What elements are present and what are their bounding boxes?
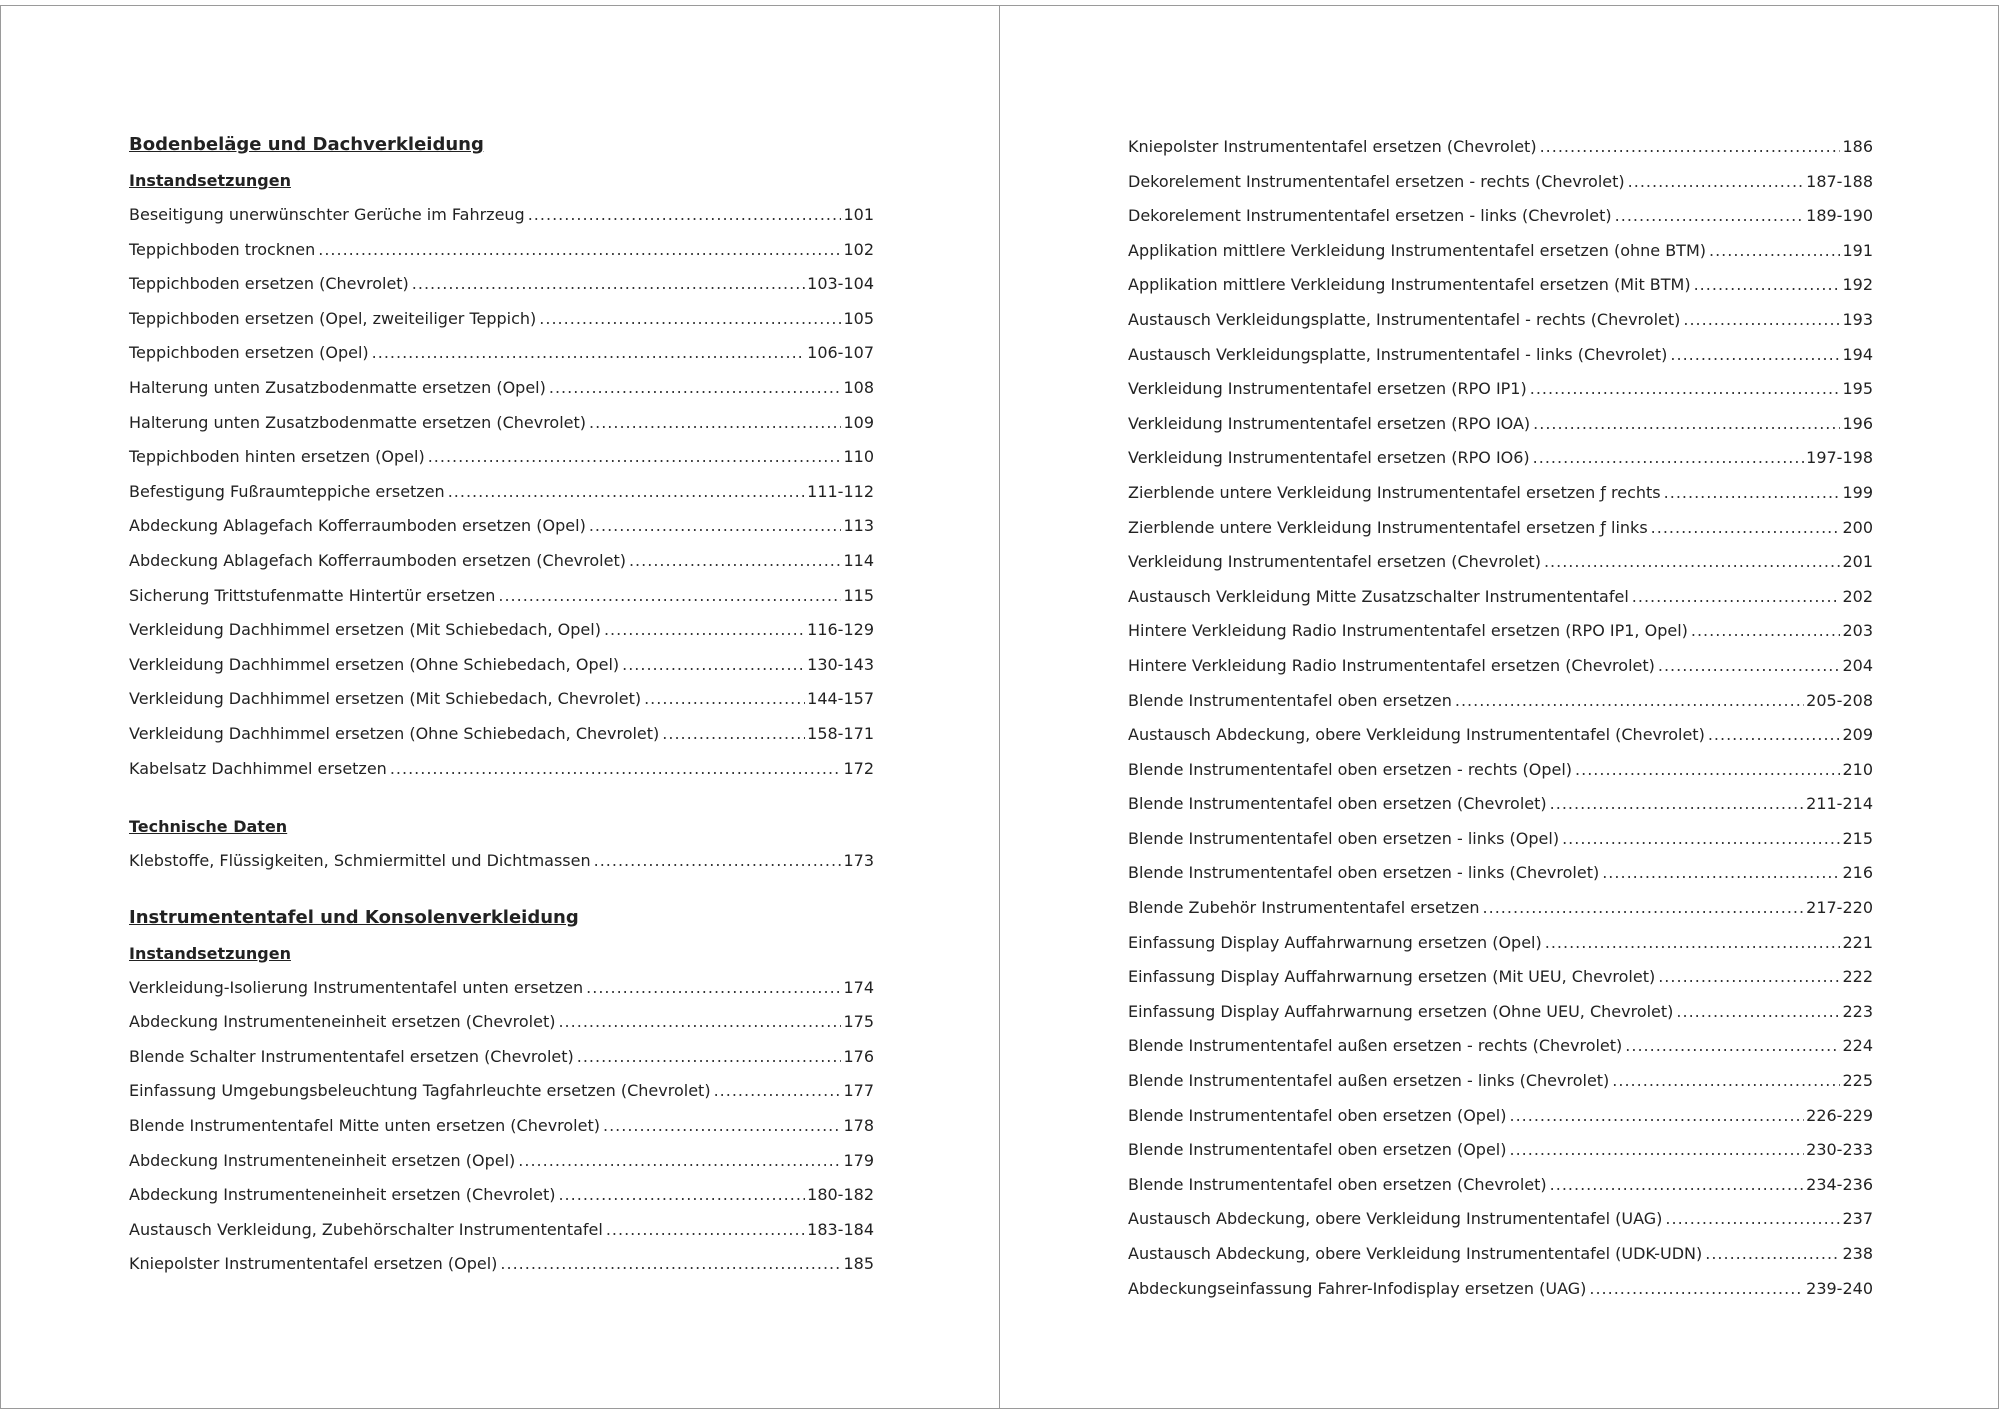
toc-entry-page: 106-107 <box>807 343 874 363</box>
dot-leader <box>606 1213 805 1248</box>
toc-entry-page: 191 <box>1842 240 1873 260</box>
left-page <box>0 0 999 1413</box>
toc-entry-title: Austausch Verkleidungsplatte, Instrumententafel - links (Chevrolet) <box>1128 344 1668 364</box>
toc-entry[interactable] <box>129 752 874 787</box>
dot-leader <box>589 406 841 441</box>
dot-leader <box>448 475 805 510</box>
toc-entry-page: 196 <box>1842 413 1873 433</box>
toc-entry-title: Verkleidung Instrumententafel ersetzen (RPO IOA) <box>1128 413 1531 433</box>
toc-entry-title: Hintere Verkleidung Radio Instrumententafel ersetzen (RPO IP1, Opel) <box>1128 621 1688 641</box>
dot-leader <box>1589 1272 1804 1307</box>
dot-leader <box>1544 545 1841 580</box>
toc-entry-title: Teppichboden trocknen <box>129 239 316 259</box>
dot-leader <box>1612 1064 1840 1099</box>
toc-entry-page: 114 <box>843 550 874 570</box>
toc-entry-title: Blende Instrumententafel oben ersetzen - rechts (Opel) <box>1128 759 1573 779</box>
toc-entry-title: Austausch Abdeckung, obere Verkleidung Instrumententafel (Chevrolet) <box>1128 725 1705 745</box>
toc-entry-page: 223 <box>1842 1001 1873 1021</box>
toc-entry-page: 192 <box>1842 275 1873 295</box>
toc-entry-page: 222 <box>1842 967 1873 987</box>
toc-entry[interactable] <box>129 613 874 648</box>
toc-entry-title: Klebstoffe, Flüssigkeiten, Schmiermittel und Dichtmassen <box>129 851 591 871</box>
subsection-title: Instandsetzungen <box>129 943 291 963</box>
toc-entry[interactable] <box>1128 130 1873 165</box>
toc-entry-title: Zierblende untere Verkleidung Instrumententafel ersetzen ƒ links <box>1128 517 1648 537</box>
dot-leader <box>500 1247 841 1282</box>
toc-entry-title: Einfassung Display Auffahrwarnung ersetzen (Mit UEU, Chevrolet) <box>1128 967 1656 987</box>
toc-entry[interactable] <box>129 371 874 406</box>
toc-entry-page: 224 <box>1842 1036 1873 1056</box>
toc-entry-page: 174 <box>843 977 874 997</box>
toc-entry[interactable] <box>1128 1099 1873 1134</box>
toc-entry-title: Teppichboden ersetzen (Opel, zweiteiliger Teppich) <box>129 308 537 328</box>
dot-leader <box>390 752 842 787</box>
toc-entry-title: Abdeckung Ablagefach Kofferraumboden ersetzen (Chevrolet) <box>129 550 626 570</box>
toc-entry-title: Einfassung Umgebungsbeleuchtung Tagfahrleuchte ersetzen (Chevrolet) <box>129 1081 711 1101</box>
toc-entry-page: 179 <box>843 1150 874 1170</box>
dot-leader <box>1625 1029 1840 1064</box>
toc-entry-title: Blende Schalter Instrumententafel ersetzen (Chevrolet) <box>129 1046 574 1066</box>
toc-entry-page: 144-157 <box>807 689 874 709</box>
toc-entry[interactable] <box>1128 1029 1873 1064</box>
toc-entry-title: Sicherung Trittstufenmatte Hintertür ersetzen <box>129 585 496 605</box>
toc-entry-title: Halterung unten Zusatzbodenmatte ersetzen (Chevrolet) <box>129 412 587 432</box>
toc-entry[interactable] <box>1128 718 1873 753</box>
toc-entry-title: Kniepolster Instrumententafel ersetzen (Opel) <box>129 1254 498 1274</box>
toc-entry-page: 216 <box>1842 863 1873 883</box>
toc-entry-page: 200 <box>1842 517 1873 537</box>
dot-leader <box>1509 1099 1804 1134</box>
toc-entry[interactable] <box>129 267 874 302</box>
toc-entry[interactable] <box>1128 822 1873 857</box>
toc-entry[interactable] <box>1128 338 1873 373</box>
dot-leader <box>558 1178 805 1213</box>
toc-entry[interactable] <box>129 509 874 544</box>
toc-entry-title: Verkleidung Instrumententafel ersetzen (RPO IO6) <box>1128 448 1530 468</box>
toc-entry-title: Kabelsatz Dachhimmel ersetzen <box>129 758 387 778</box>
toc-entry-page: 108 <box>843 377 874 397</box>
toc-entry-page: 189-190 <box>1806 206 1873 226</box>
dot-leader <box>1530 372 1841 407</box>
toc-entry-page: 105 <box>843 308 874 328</box>
toc-entry-title: Blende Instrumententafel oben ersetzen <box>1128 690 1452 710</box>
dot-leader <box>1658 649 1841 684</box>
toc-entry-page: 204 <box>1842 655 1873 675</box>
dot-leader <box>412 267 805 302</box>
toc-entry-title: Verkleidung Dachhimmel ersetzen (Ohne Schiebedach, Opel) <box>129 654 620 674</box>
toc-entry[interactable] <box>129 971 874 1006</box>
toc-entry-page: 234-236 <box>1806 1174 1873 1194</box>
subsection-title: Technische Daten <box>129 817 288 837</box>
toc-entry-title: Blende Instrumententafel oben ersetzen - links (Chevrolet) <box>1128 863 1600 883</box>
dot-leader <box>714 1074 842 1109</box>
toc-entry-title: Einfassung Display Auffahrwarnung ersetzen (Ohne UEU, Chevrolet) <box>1128 1001 1674 1021</box>
dot-leader <box>662 717 805 752</box>
toc-entry[interactable] <box>1128 372 1873 407</box>
toc-entry-page: 115 <box>843 585 874 605</box>
dot-leader <box>318 233 841 268</box>
dot-leader <box>1602 856 1840 891</box>
toc-entry-title: Blende Instrumententafel oben ersetzen (Opel) <box>1128 1140 1507 1160</box>
toc-entry[interactable] <box>129 198 874 233</box>
dot-leader <box>1550 787 1805 822</box>
dot-leader <box>549 371 842 406</box>
dot-leader <box>1632 580 1841 615</box>
dot-leader <box>528 198 842 233</box>
toc-entry-title: Halterung unten Zusatzbodenmatte ersetzen (Opel) <box>129 377 546 397</box>
toc-entry-title: Teppichboden hinten ersetzen (Opel) <box>129 447 425 467</box>
dot-leader <box>498 579 841 614</box>
dot-leader <box>594 844 842 879</box>
toc-entry-page: 226-229 <box>1806 1105 1873 1125</box>
toc-entry[interactable] <box>1128 649 1873 684</box>
toc-entry[interactable] <box>1128 476 1873 511</box>
toc-entry[interactable] <box>129 406 874 441</box>
dot-leader <box>1709 234 1840 269</box>
toc-entry[interactable] <box>1128 511 1873 546</box>
toc-entry[interactable] <box>1128 580 1873 615</box>
toc-entry[interactable] <box>1128 303 1873 338</box>
toc-entry-title: Blende Zubehör Instrumententafel ersetzen <box>1128 898 1480 918</box>
toc-entry[interactable] <box>1128 995 1873 1030</box>
toc-entry-title: Dekorelement Instrumententafel ersetzen - links (Chevrolet) <box>1128 206 1612 226</box>
toc-entry-page: 199 <box>1842 482 1873 502</box>
toc-entry[interactable] <box>129 844 874 879</box>
toc-entry-page: 110 <box>843 447 874 467</box>
toc-entry[interactable] <box>1128 787 1873 822</box>
toc-entry-page: 186 <box>1842 137 1873 156</box>
dot-leader <box>586 971 841 1006</box>
dot-leader <box>1575 753 1840 788</box>
toc-entry-title: Verkleidung Dachhimmel ersetzen (Ohne Schiebedach, Chevrolet) <box>129 723 660 743</box>
toc-entry[interactable] <box>1128 199 1873 234</box>
dot-leader <box>1651 511 1841 546</box>
toc-entry-title: Austausch Verkleidungsplatte, Instrumententafel - rechts (Chevrolet) <box>1128 309 1681 329</box>
toc-entry-title: Austausch Abdeckung, obere Verkleidung Instrumententafel (UAG) <box>1128 1209 1663 1229</box>
section-title: Instrumententafel und Konsolenverkleidung <box>129 906 579 928</box>
toc-entry-title: Teppichboden ersetzen (Chevrolet) <box>129 274 409 294</box>
toc-entry-page: 237 <box>1842 1209 1873 1229</box>
toc-entry-page: 203 <box>1842 621 1873 641</box>
right-page <box>1000 0 1999 1413</box>
toc-entry-page: 202 <box>1842 586 1873 606</box>
toc-entry-page: 101 <box>843 205 874 224</box>
right-toc-column <box>1128 130 1873 1306</box>
dot-leader <box>589 509 842 544</box>
toc-entry-title: Blende Instrumententafel außen ersetzen - links (Chevrolet) <box>1128 1071 1610 1091</box>
toc-entry[interactable] <box>129 648 874 683</box>
toc-entry[interactable] <box>129 1040 874 1075</box>
toc-entry[interactable] <box>1128 1202 1873 1237</box>
toc-entry-title: Applikation mittlere Verkleidung Instrumententafel ersetzen (Mit BTM) <box>1128 275 1691 295</box>
toc-entry[interactable] <box>129 302 874 337</box>
toc-entry-title: Blende Instrumententafel außen ersetzen - rechts (Chevrolet) <box>1128 1036 1623 1056</box>
toc-entry-page: 239-240 <box>1806 1278 1873 1298</box>
dot-leader <box>1658 960 1840 995</box>
toc-entry[interactable] <box>129 1144 874 1179</box>
toc-entry[interactable] <box>1128 1133 1873 1168</box>
toc-entry-page: 217-220 <box>1806 898 1873 918</box>
toc-entry-title: Blende Instrumententafel Mitte unten ersetzen (Chevrolet) <box>129 1116 600 1136</box>
toc-entry-page: 158-171 <box>807 723 874 743</box>
toc-entry-title: Blende Instrumententafel oben ersetzen (Chevrolet) <box>1128 1174 1547 1194</box>
toc-entry[interactable] <box>129 1005 874 1040</box>
toc-entry-title: Kniepolster Instrumententafel ersetzen (Chevrolet) <box>1128 137 1537 156</box>
toc-entry[interactable] <box>1128 234 1873 269</box>
toc-entry[interactable] <box>1128 1064 1873 1099</box>
dot-leader <box>604 613 805 648</box>
toc-entry-title: Dekorelement Instrumententafel ersetzen - rechts (Chevrolet) <box>1128 171 1625 191</box>
toc-entry-page: 201 <box>1842 552 1873 572</box>
dot-leader <box>622 648 805 683</box>
dot-leader <box>1665 1202 1840 1237</box>
dot-leader <box>558 1005 841 1040</box>
toc-entry-page: 238 <box>1842 1244 1873 1263</box>
toc-entry-page: 116-129 <box>807 620 874 640</box>
toc-entry-title: Abdeckung Instrumenteneinheit ersetzen (Chevrolet) <box>129 1012 556 1032</box>
toc-entry-title: Abdeckung Instrumenteneinheit ersetzen (Chevrolet) <box>129 1185 556 1205</box>
dot-leader <box>1509 1133 1804 1168</box>
toc-entry-page: 230-233 <box>1806 1140 1873 1160</box>
toc-entry[interactable] <box>1128 891 1873 926</box>
toc-entry-page: 209 <box>1842 725 1873 745</box>
toc-entry-title: Abdeckung Instrumenteneinheit ersetzen (Opel) <box>129 1150 516 1170</box>
toc-entry[interactable] <box>129 475 874 510</box>
toc-entry-page: 102 <box>843 239 874 259</box>
toc-entry-page: 178 <box>843 1116 874 1136</box>
toc-entry-page: 111-112 <box>807 481 874 501</box>
dot-leader <box>1705 1237 1840 1272</box>
toc-entry-page: 175 <box>843 1012 874 1032</box>
toc-entry-page: 194 <box>1842 344 1873 364</box>
toc-entry-page: 205-208 <box>1806 690 1873 710</box>
toc-entry[interactable] <box>129 1213 874 1248</box>
toc-entry[interactable] <box>129 579 874 614</box>
toc-entry-page: 211-214 <box>1806 794 1873 814</box>
subsection-title: Instandsetzungen <box>129 171 291 190</box>
toc-entry-title: Verkleidung Dachhimmel ersetzen (Mit Schiebedach, Opel) <box>129 620 601 640</box>
dot-leader <box>577 1040 842 1075</box>
toc-entry[interactable] <box>1128 684 1873 719</box>
dot-leader <box>428 440 842 475</box>
toc-entry[interactable] <box>1128 165 1873 200</box>
toc-entry-title: Einfassung Display Auffahrwarnung ersetzen (Opel) <box>1128 932 1542 952</box>
toc-entry[interactable] <box>129 1178 874 1213</box>
toc-entry-title: Verkleidung Instrumententafel ersetzen (Chevrolet) <box>1128 552 1541 572</box>
toc-entry-page: 172 <box>843 758 874 778</box>
toc-entry-page: 195 <box>1842 379 1873 399</box>
dot-leader <box>603 1109 841 1144</box>
dot-leader <box>1694 268 1841 303</box>
dot-leader <box>1664 476 1841 511</box>
dot-leader <box>1540 130 1841 165</box>
toc-entry[interactable] <box>1128 545 1873 580</box>
toc-entry-title: Befestigung Fußraumteppiche ersetzen <box>129 481 445 501</box>
toc-entry-title: Blende Instrumententafel oben ersetzen (Opel) <box>1128 1105 1507 1125</box>
dot-leader <box>1628 165 1805 200</box>
toc-entry[interactable] <box>1128 1272 1873 1307</box>
toc-entry[interactable] <box>129 336 874 371</box>
dot-leader <box>644 682 805 717</box>
toc-entry-title: Abdeckungseinfassung Fahrer-Infodisplay ersetzen (UAG) <box>1128 1278 1587 1298</box>
toc-entry[interactable] <box>129 544 874 579</box>
toc-entry[interactable] <box>129 1247 874 1282</box>
toc-entry-title: Hintere Verkleidung Radio Instrumententafel ersetzen (Chevrolet) <box>1128 655 1655 675</box>
dot-leader <box>1533 407 1840 442</box>
dot-leader <box>518 1144 841 1179</box>
toc-entry-title: Austausch Verkleidung, Zubehörschalter Instrumententafel <box>129 1219 603 1239</box>
toc-entry[interactable] <box>1128 1168 1873 1203</box>
left-toc-column <box>129 130 874 1282</box>
toc-entry-page: 221 <box>1842 932 1873 952</box>
toc-entry-title: Abdeckung Ablagefach Kofferraumboden ersetzen (Opel) <box>129 516 586 536</box>
toc-entry-page: 225 <box>1842 1071 1873 1091</box>
dot-leader <box>1483 891 1805 926</box>
toc-entry-page: 215 <box>1842 828 1873 848</box>
dot-leader <box>1676 995 1840 1030</box>
toc-entry-title: Blende Instrumententafel oben ersetzen - links (Opel) <box>1128 828 1560 848</box>
dot-leader <box>1683 303 1840 338</box>
toc-entry[interactable] <box>129 717 874 752</box>
toc-entry[interactable] <box>129 682 874 717</box>
toc-entry[interactable] <box>1128 960 1873 995</box>
toc-entry[interactable] <box>1128 441 1873 476</box>
toc-entry-page: 176 <box>843 1046 874 1066</box>
toc-entry[interactable] <box>1128 407 1873 442</box>
toc-entry[interactable] <box>1128 753 1873 788</box>
dot-leader <box>539 302 841 337</box>
toc-entry-page: 109 <box>843 412 874 432</box>
dot-leader <box>1545 926 1841 961</box>
toc-entry[interactable] <box>129 1109 874 1144</box>
toc-entry-page: 183-184 <box>807 1219 874 1239</box>
section-title: Bodenbeläge und Dachverkleidung <box>129 134 484 155</box>
dot-leader <box>1533 441 1804 476</box>
toc-entry-page: 103-104 <box>807 274 874 294</box>
toc-entry[interactable] <box>1128 856 1873 891</box>
section-spacer <box>129 879 874 903</box>
toc-entry-title: Verkleidung Dachhimmel ersetzen (Mit Schiebedach, Chevrolet) <box>129 689 642 709</box>
dot-leader <box>1615 199 1804 234</box>
toc-entry-title: Beseitigung unerwünschter Gerüche im Fahrzeug <box>129 205 525 224</box>
toc-entry[interactable] <box>1128 268 1873 303</box>
toc-entry-page: 197-198 <box>1806 448 1873 468</box>
toc-entry-page: 210 <box>1842 759 1873 779</box>
toc-entry-title: Applikation mittlere Verkleidung Instrumententafel ersetzen (ohne BTM) <box>1128 240 1706 260</box>
toc-entry[interactable] <box>1128 1237 1873 1272</box>
dot-leader <box>629 544 841 579</box>
dot-leader <box>372 336 806 371</box>
dot-leader <box>1562 822 1840 857</box>
toc-entry-page: 187-188 <box>1806 171 1873 191</box>
dot-leader <box>1708 718 1841 753</box>
toc-entry-page: 130-143 <box>807 654 874 674</box>
toc-entry-page: 180-182 <box>807 1185 874 1205</box>
dot-leader <box>1455 684 1804 719</box>
dot-leader <box>1670 338 1840 373</box>
toc-entry-page: 173 <box>843 851 874 871</box>
dot-leader <box>1691 614 1841 649</box>
toc-entry-page: 193 <box>1842 309 1873 329</box>
toc-entry[interactable] <box>1128 614 1873 649</box>
toc-entry-title: Zierblende untere Verkleidung Instrumententafel ersetzen ƒ rechts <box>1128 482 1661 502</box>
toc-entry-title: Teppichboden ersetzen (Opel) <box>129 343 369 363</box>
toc-entry-title: Verkleidung Instrumententafel ersetzen (RPO IP1) <box>1128 379 1527 399</box>
toc-entry-page: 177 <box>843 1081 874 1101</box>
toc-entry-title: Austausch Abdeckung, obere Verkleidung Instrumententafel (UDK-UDN) <box>1128 1244 1703 1263</box>
toc-entry-page: 185 <box>843 1254 874 1274</box>
toc-entry[interactable] <box>1128 926 1873 961</box>
toc-entry[interactable] <box>129 233 874 268</box>
toc-entry[interactable] <box>129 1074 874 1109</box>
toc-entry[interactable] <box>129 440 874 475</box>
toc-entry-title: Verkleidung-Isolierung Instrumententafel unten ersetzen <box>129 977 584 997</box>
dot-leader <box>1550 1168 1805 1203</box>
toc-entry-title: Blende Instrumententafel oben ersetzen (Chevrolet) <box>1128 794 1547 814</box>
group-spacer <box>129 786 874 810</box>
toc-entry-page: 113 <box>843 516 874 536</box>
toc-entry-title: Austausch Verkleidung Mitte Zusatzschalter Instrumententafel <box>1128 586 1629 606</box>
